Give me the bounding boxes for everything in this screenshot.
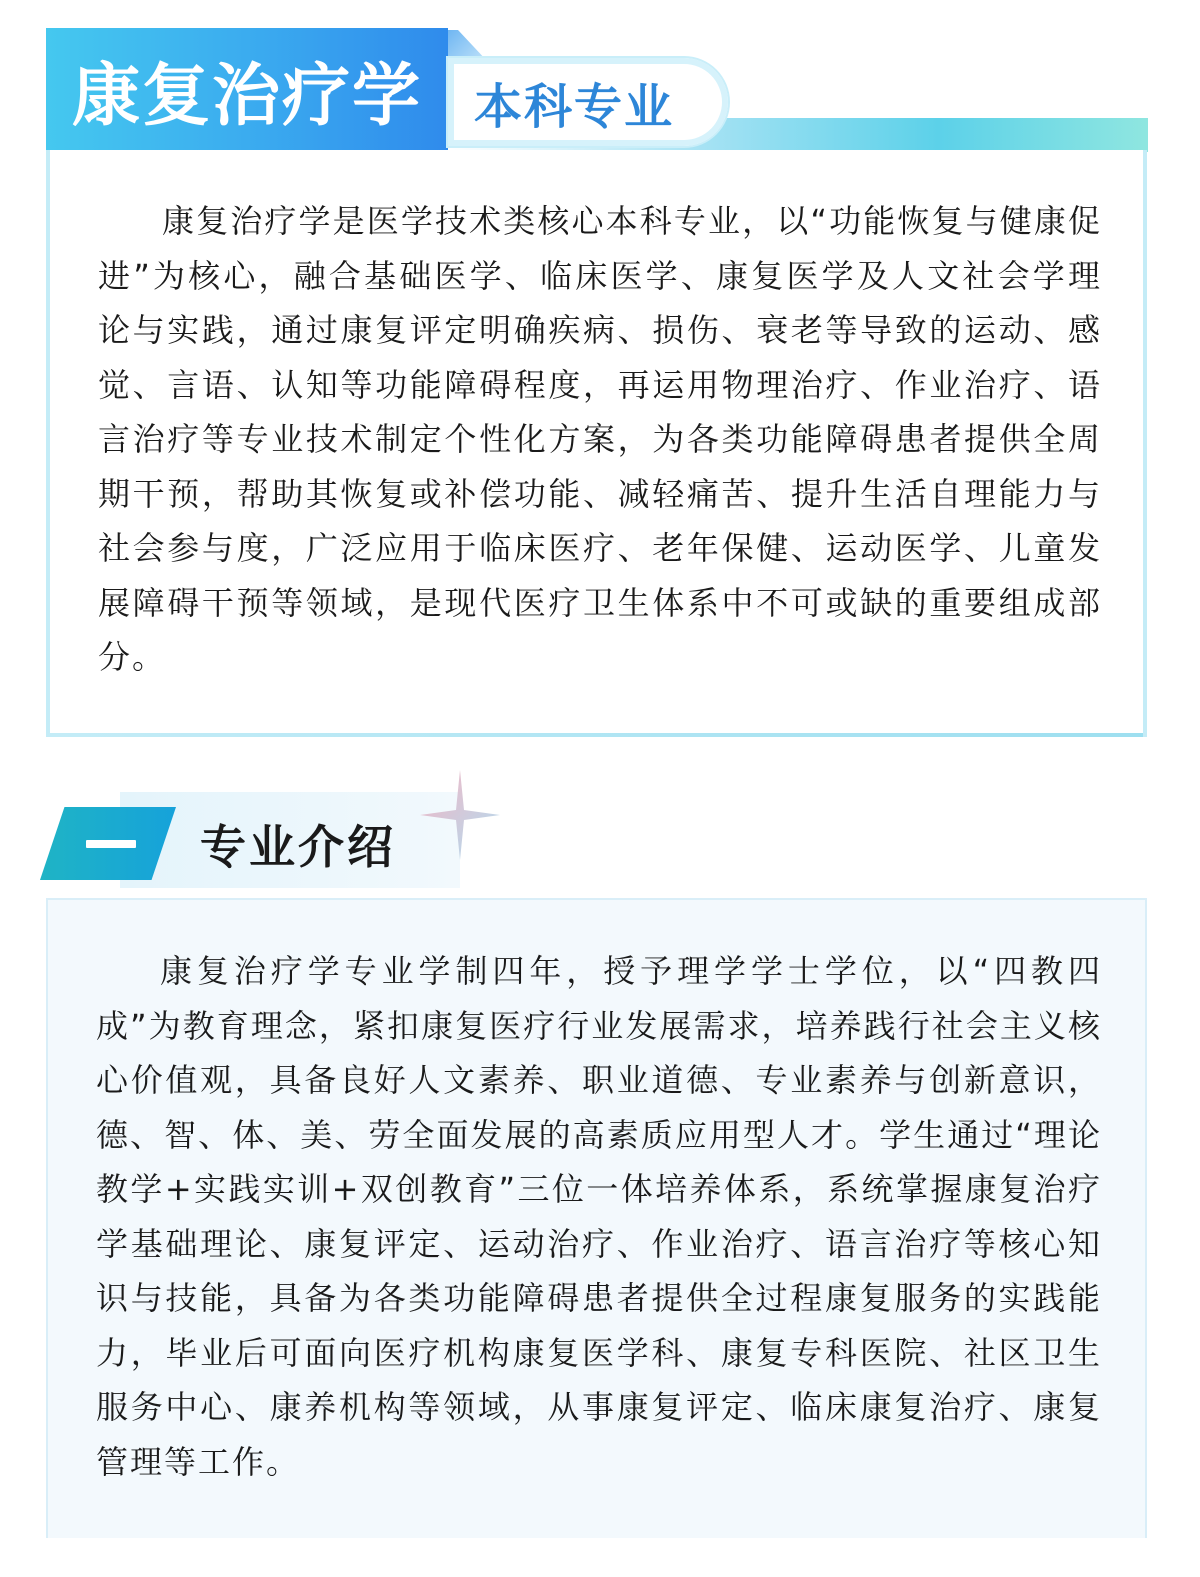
- intro-paragraph: 康复治疗学是医学技术类核心本科专业，以“功能恢复与健康促进”为核心，融合基础医学、临床医学、康复医学及人文社会学理论与实践，通过康复评定明确疾病、损伤、衰老等导致的运动、感觉、言语、认知等功能障碍程度，再运用物理治疗、作业治疗、语言治疗等专业技术制定个性化方案，为各类功能障碍患者提供全周期干预，帮助其恢复或补偿功能、减轻痛苦、提升生活自理能力与社会参与度，广泛应用于临床医疗、老年保健、运动医学、儿童发展障碍干预等领域，是现代医疗卫生体系中不可或缺的重要组成部分。: [98, 202, 1102, 676]
- sparkle-icon: [420, 770, 500, 860]
- program-text-block: [96, 944, 1102, 1489]
- major-title: 康复治疗学: [71, 56, 422, 136]
- intro-card: [46, 150, 1147, 737]
- degree-badge: [448, 58, 728, 146]
- degree-label: 本科专业: [474, 78, 675, 135]
- section-title: 专业介绍: [200, 819, 396, 874]
- page-header: [0, 0, 1200, 160]
- intro-text-block: [98, 194, 1102, 685]
- section-heading: [0, 760, 600, 900]
- program-intro-card: [46, 898, 1147, 1538]
- program-paragraph: 康复治疗学专业学制四年，授予理学学士学位，以“四教四成”为教育理念，紧扣康复医疗行业发展需求，培养践行社会主义核心价值观，具备良好人文素养、职业道德、专业素养与创新意识，德、智、体、美、劳全面发展的高素质应用型人才。学生通过“理论教学+实践实训+双创教育”三位一体培养体系，系统掌握康复治疗学基础理论、康复评定、运动治疗、作业治疗、语言治疗等核心知识与技能，具备为各类功能障碍患者提供全过程康复服务的实践能力，毕业后可面向医疗机构康复医学科、康复专科医院、社区卫生服务中心、康养机构等领域，从事康复评定、临床康复治疗、康复管理等工作。: [96, 952, 1102, 1481]
- section-number-dash: [86, 840, 136, 848]
